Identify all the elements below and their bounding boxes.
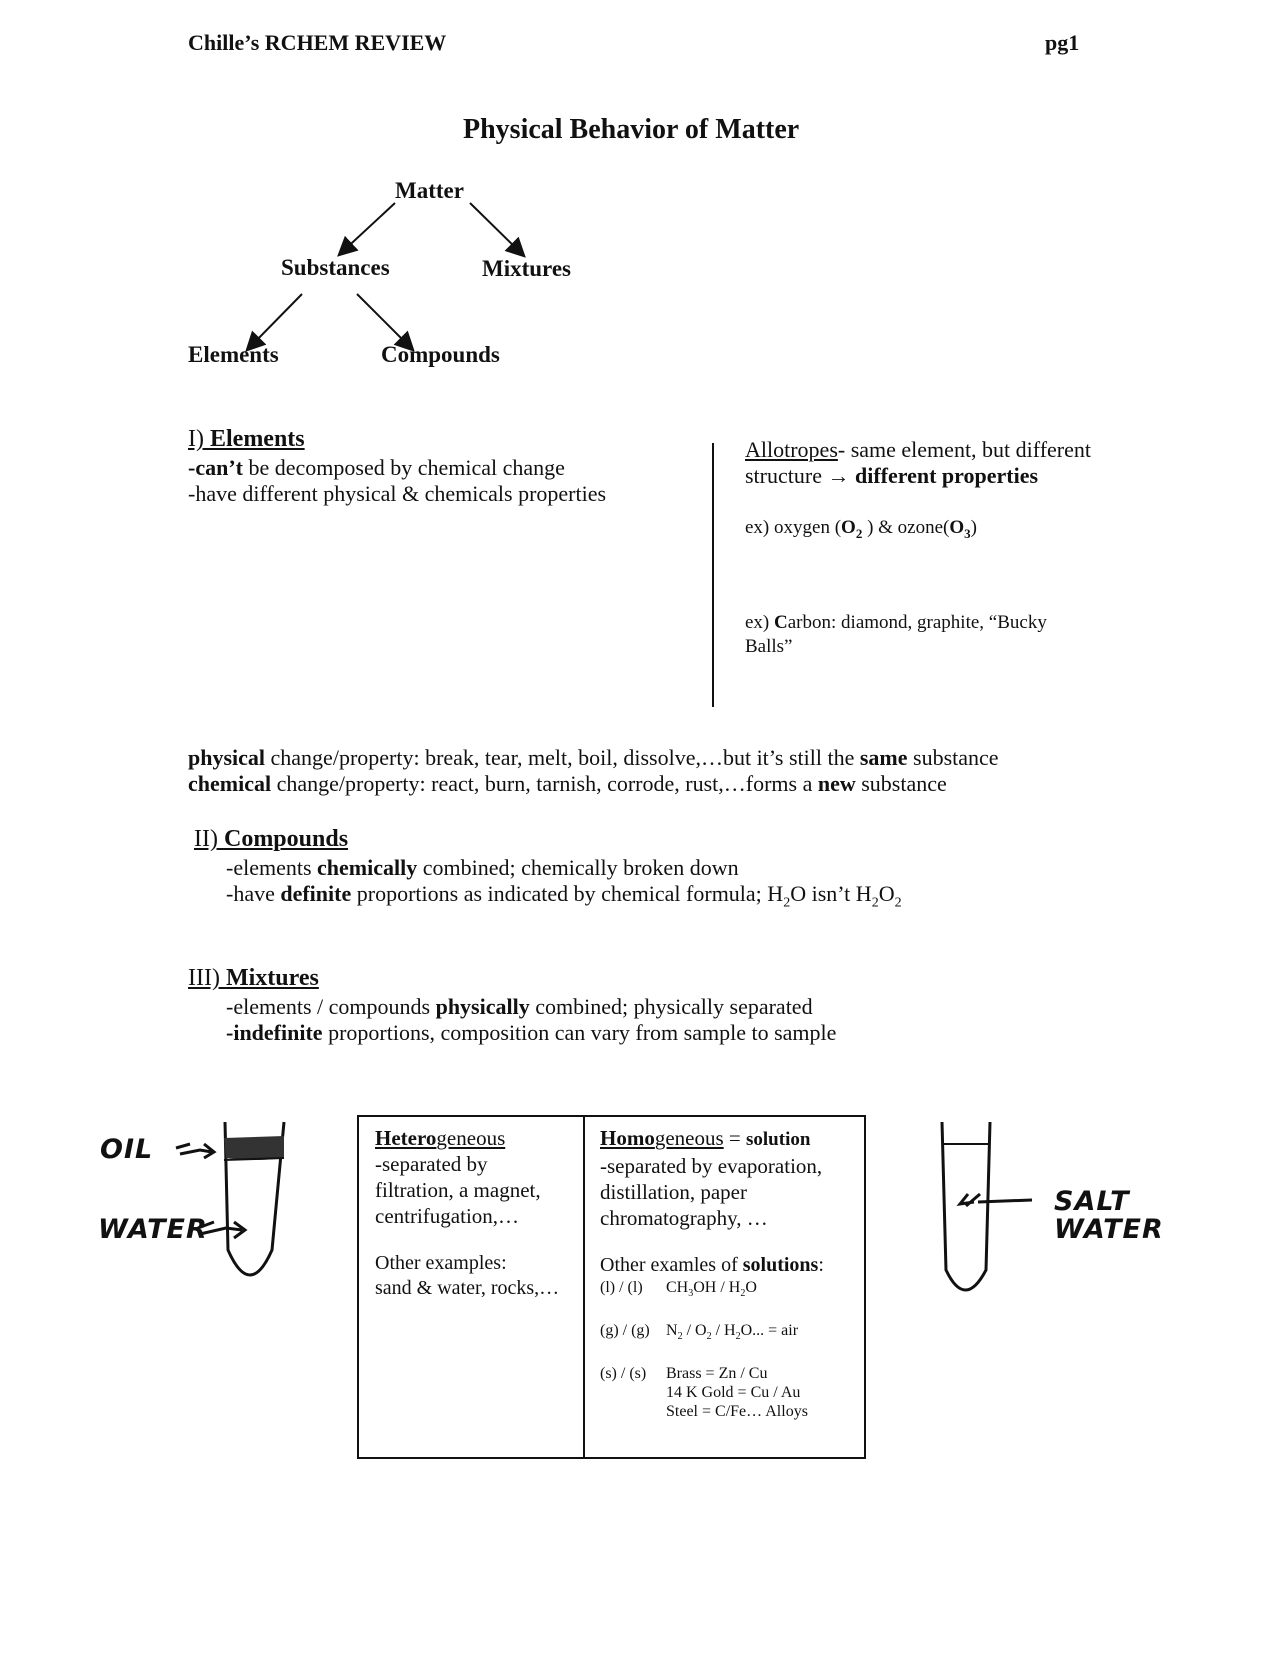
- mixtures-line-2: -indefinite proportions, composition can vary from sample to sample: [226, 1020, 837, 1045]
- homogeneous-line-2: distillation, paper: [600, 1180, 747, 1204]
- arrow-matter-substances: [340, 203, 395, 254]
- homogeneous-other-label: Other examles of solutions:: [600, 1254, 824, 1276]
- mixtures-line-1: -elements / compounds physically combined; physically separated: [226, 994, 813, 1019]
- elements-line-2: -have different physical & chemicals properties: [188, 481, 607, 506]
- homogeneous-line-3: chromatography, …: [600, 1206, 768, 1230]
- heterogeneous-line-2: filtration, a magnet,: [375, 1178, 541, 1202]
- section-compounds-heading: II) Compounds: [194, 826, 349, 852]
- homogeneous-line-1: -separated by evaporation,: [600, 1154, 823, 1178]
- salt-label: SALT: [1054, 1186, 1130, 1217]
- mixture-types-table: [357, 1115, 866, 1459]
- arrow-substances-elements: [248, 294, 302, 349]
- water-label: WATER: [98, 1214, 208, 1245]
- oil-water-test-tube-drawing: [0, 1100, 320, 1300]
- doc-header-title: Chille’s RCHEM REVIEW: [188, 30, 447, 55]
- salt-water-label: WATER: [1054, 1214, 1164, 1245]
- heterogeneous-examples: sand & water, rocks,…: [375, 1277, 560, 1299]
- compounds-line-1: -elements chemically combined; chemically broken down: [226, 855, 739, 880]
- allotropes-definition: Allotropes- same element, but different: [745, 437, 1091, 462]
- tree-node-matter: Matter: [395, 178, 464, 203]
- chemical-change-line: chemical change/property: react, burn, tarnish, corrode, rust,…forms a new substance: [188, 771, 947, 796]
- allotropes-line-2: structure → different properties: [745, 463, 1039, 488]
- section-elements-heading: I) Elements: [188, 426, 305, 452]
- solution-row-liquid: (l) / (l) $CH_3OH / H_2O$: [600, 1279, 757, 1300]
- salt-water-arrow-icon: [960, 1194, 1032, 1206]
- solution-row-solid-steel: Steel = C/Fe… Alloys: [666, 1403, 808, 1421]
- oil-label: OIL: [100, 1134, 154, 1165]
- physical-change-line: physical change/property: break, tear, melt, boil, dissolve,…but it’s still the same substance: [188, 745, 999, 770]
- allotropes-example-oxygen: ex) oxygen ($O_2$ ) & $ozone(O_3)$: [745, 517, 977, 541]
- page-number: pg1: [1045, 30, 1080, 55]
- tree-node-substances: Substances: [281, 255, 390, 280]
- heterogeneous-title: Heterogeneous: [375, 1126, 506, 1150]
- heterogeneous-other-label: Other examples:: [375, 1252, 507, 1274]
- arrow-substances-compounds: [357, 294, 412, 349]
- solution-row-gas: (g) / (g) $N_2 / O_2 / H_2O$... = air: [600, 1322, 799, 1343]
- tree-node-elements: Elements: [188, 342, 279, 367]
- oil-arrow-icon: [176, 1144, 214, 1158]
- homogeneous-column: [600, 1125, 862, 1421]
- homogeneous-title: Homogeneous = solution: [600, 1126, 811, 1150]
- solution-row-solid-gold: 14 K Gold = Cu / Au: [666, 1384, 801, 1402]
- column-divider: [712, 443, 714, 707]
- tree-node-compounds: Compounds: [381, 342, 500, 367]
- table-divider: [583, 1117, 585, 1457]
- compounds-line-2: -have definite proportions as indicated by chemical formula; $H_2O$ isn’t $H_2O_2$: [226, 881, 902, 911]
- matter-tree-arrows: [0, 0, 1280, 380]
- heterogeneous-column: [375, 1125, 575, 1301]
- elements-line-1: -can’t be decomposed by chemical change: [188, 455, 565, 480]
- salt-water-test-tube-drawing: [900, 1110, 1040, 1300]
- section-mixtures-heading: III) Mixtures: [188, 965, 319, 991]
- tree-node-mixtures: Mixtures: [482, 256, 572, 281]
- allotropes-example-carbon-line-2: Balls”: [745, 636, 793, 657]
- arrow-matter-mixtures: [470, 203, 523, 255]
- heterogeneous-line-1: -separated by: [375, 1152, 488, 1176]
- oil-layer: [224, 1136, 284, 1160]
- allotropes-example-carbon: ex) Carbon: diamond, graphite, “Bucky: [745, 612, 1047, 633]
- heterogeneous-line-3: centrifugation,…: [375, 1204, 520, 1228]
- solution-row-solid: (s) / (s) Brass = Zn / Cu: [600, 1365, 768, 1383]
- page-title: Physical Behavior of Matter: [463, 114, 800, 145]
